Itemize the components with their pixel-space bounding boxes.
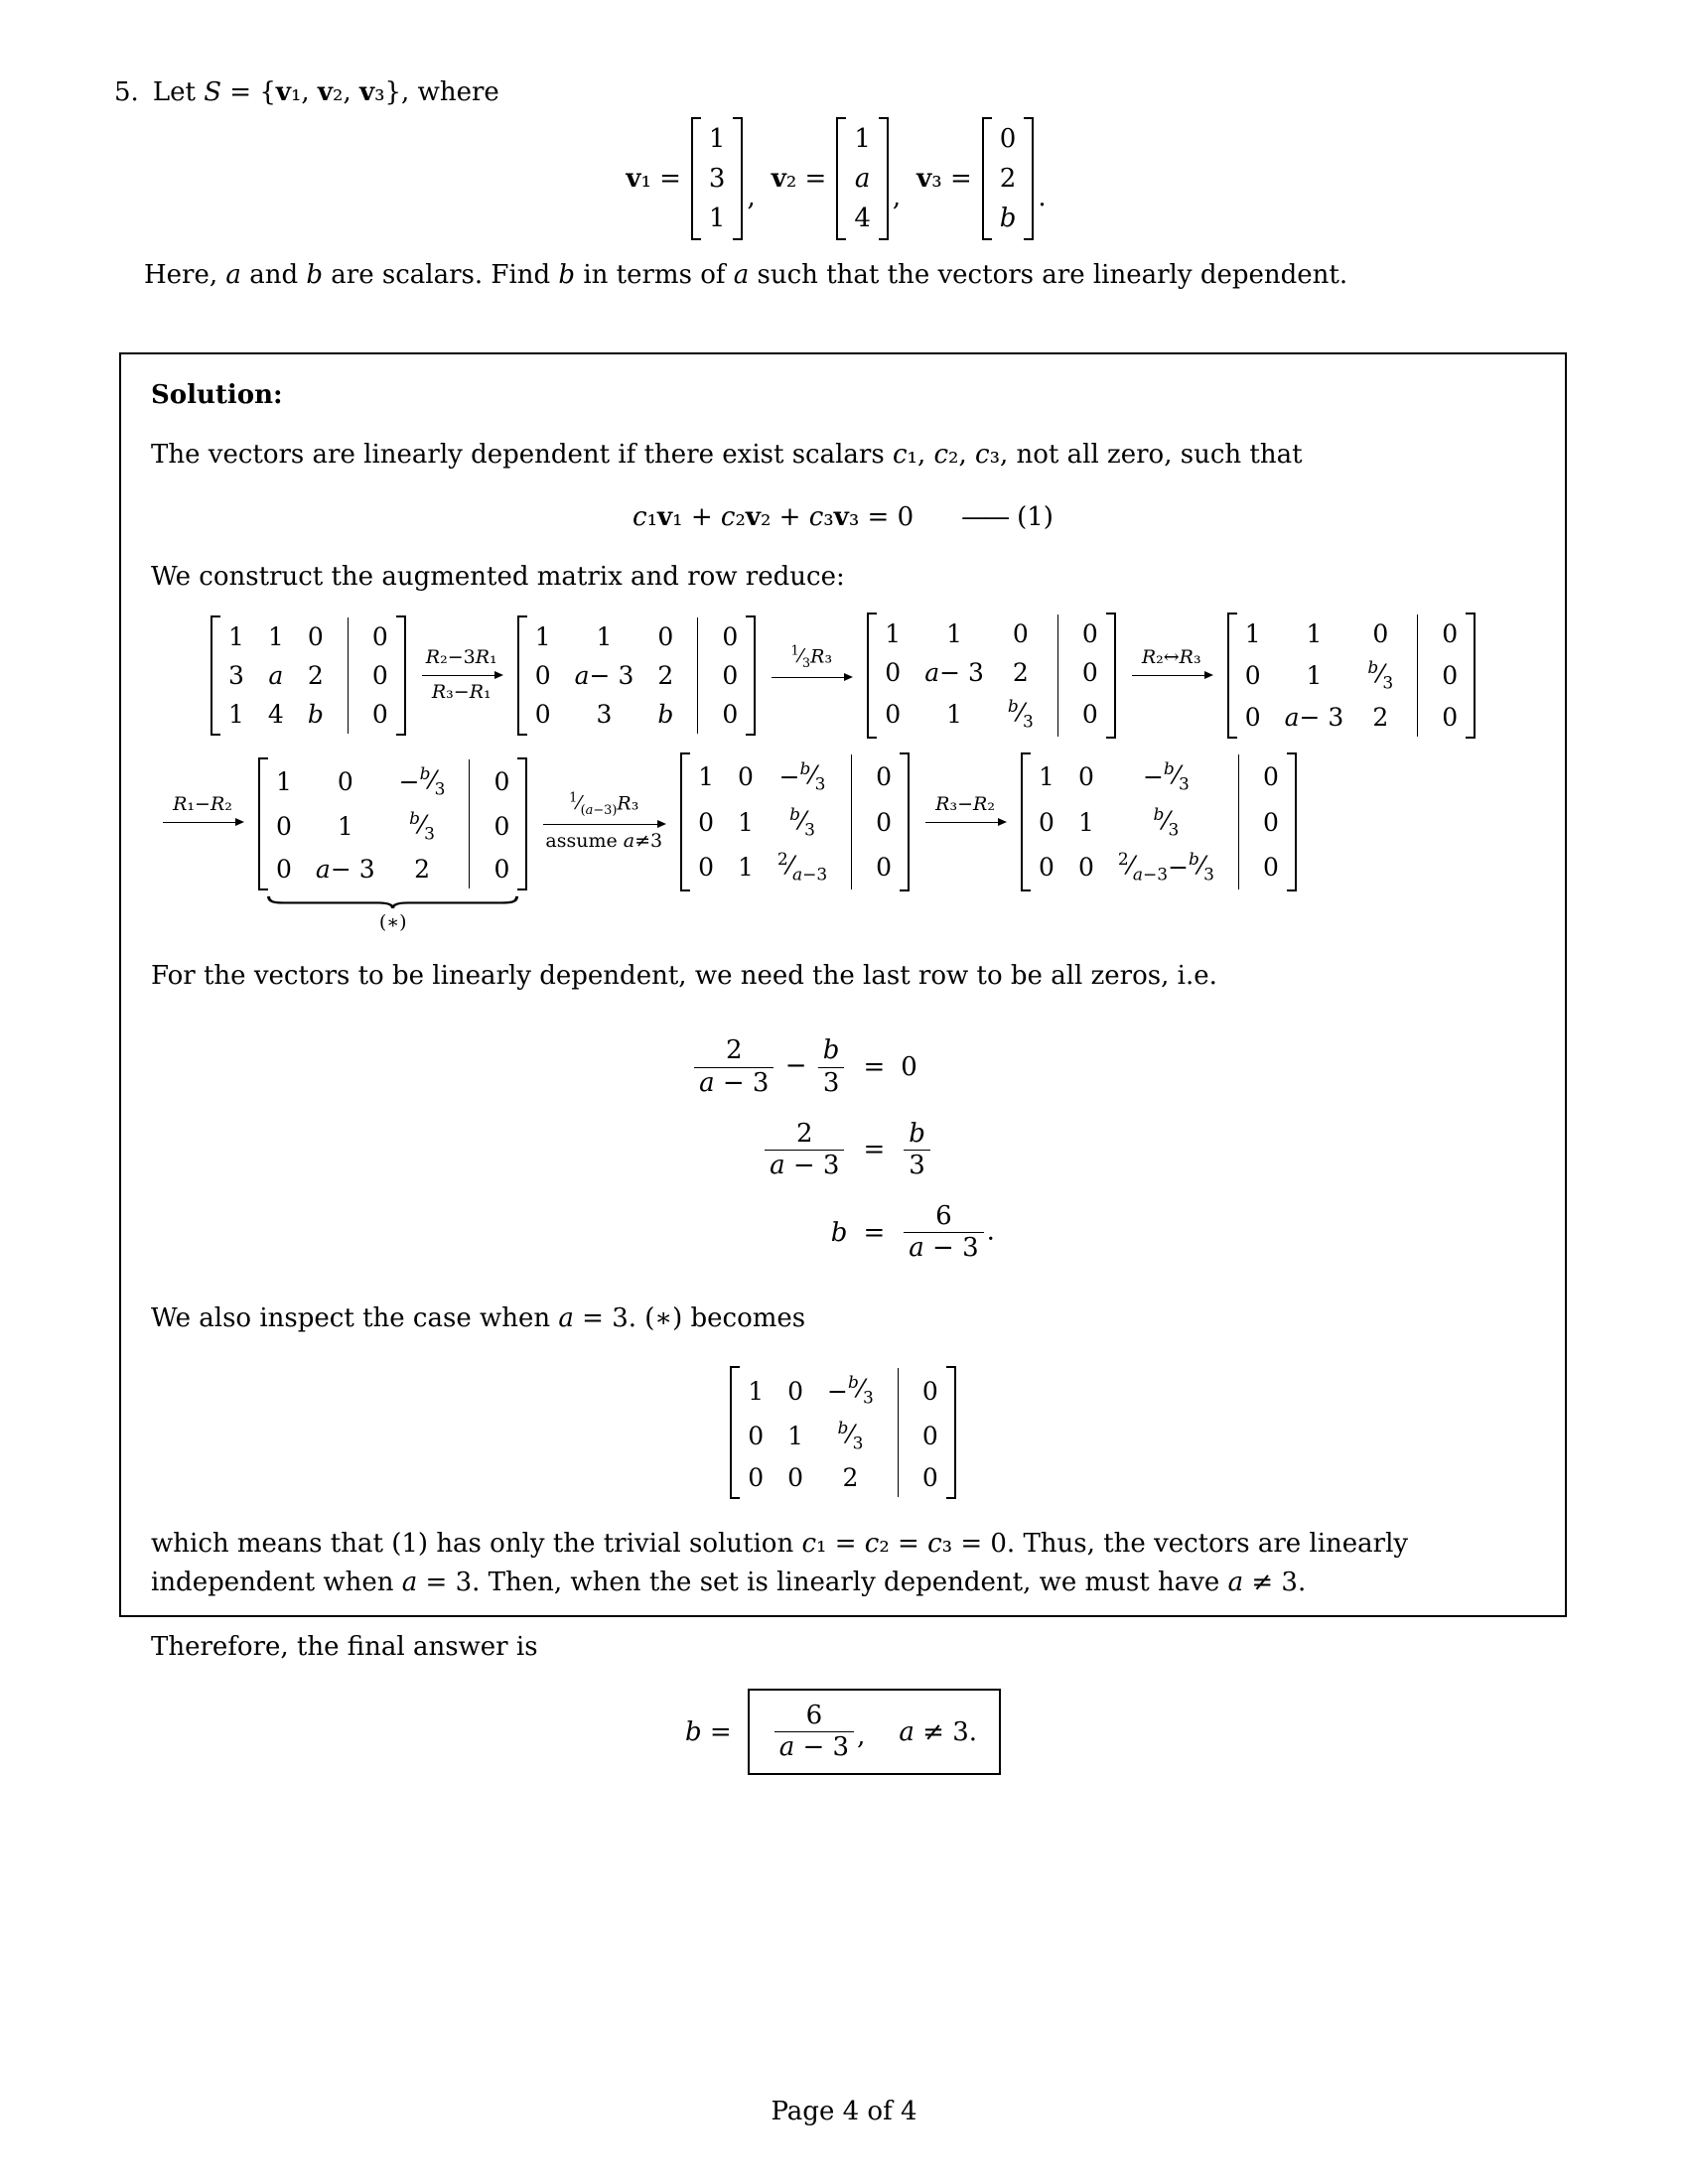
left-bracket bbox=[836, 117, 846, 240]
vector-separator: , bbox=[747, 183, 756, 212]
left-bracket bbox=[691, 117, 701, 240]
matrix-grid bbox=[877, 613, 1105, 739]
matrix-cell: 0 bbox=[469, 850, 509, 888]
vectors-line bbox=[114, 117, 1574, 240]
inline-fraction: $^b⁄_3$ bbox=[1367, 658, 1394, 694]
left-bracket bbox=[730, 1366, 740, 1499]
vector-definition bbox=[626, 117, 743, 240]
augmented-matrix bbox=[258, 757, 527, 890]
final-lhs: b = bbox=[685, 1716, 732, 1747]
matrix-cell: 0 bbox=[1417, 698, 1458, 737]
matrix-cell bbox=[399, 804, 446, 849]
arrow-line bbox=[925, 822, 1005, 823]
solution-paragraph-1: The vectors are linearly dependent if there exist scalars c₁, c₂, c₃, not all zero, such that bbox=[151, 440, 1303, 470]
underbrace-star-label: (∗) bbox=[378, 910, 407, 933]
arrow-line bbox=[422, 675, 501, 676]
row-op-top-label: $^1⁄_3R_3$ bbox=[790, 644, 833, 672]
stacked-fraction bbox=[815, 1035, 848, 1098]
inline-fraction: $^b⁄_3$ bbox=[799, 759, 826, 795]
matrix-cell: 0 bbox=[276, 812, 292, 842]
equals-sign: = bbox=[863, 1135, 886, 1165]
matrix-with-underbrace bbox=[258, 757, 527, 933]
matrix-grid bbox=[846, 117, 879, 240]
matrix-case-a-equals-3 bbox=[151, 1366, 1535, 1499]
matrix-cell: 0 bbox=[1244, 703, 1261, 733]
left-bracket bbox=[258, 757, 268, 890]
inline-fraction: $^b⁄_3$ bbox=[1163, 759, 1190, 795]
fraction-numerator: 6 bbox=[805, 1701, 823, 1731]
row-op-bottom-label: R₃−R₁ bbox=[431, 681, 492, 704]
equation-rhs bbox=[893, 1109, 1003, 1191]
matrix-cell: 0 bbox=[1012, 619, 1029, 648]
augmented-matrix bbox=[517, 615, 757, 736]
matrix-cell: 2 bbox=[842, 1463, 859, 1493]
fraction-numerator: b bbox=[822, 1035, 840, 1066]
matrix-cell: 0 bbox=[1077, 853, 1094, 883]
matrix-cell: 0 bbox=[1039, 853, 1055, 883]
matrix-cell bbox=[777, 845, 827, 889]
equals-sign: = bbox=[863, 1217, 886, 1248]
inline-fraction: $^b⁄_3$ bbox=[419, 763, 446, 800]
matrix-cell: b bbox=[657, 700, 674, 730]
right-bracket bbox=[946, 1366, 956, 1499]
matrix-cell: 3 bbox=[228, 661, 244, 691]
equation-row bbox=[683, 1109, 1003, 1191]
row-op-top-label: R₂↔R₃ bbox=[1141, 646, 1201, 669]
right-bracket bbox=[396, 615, 406, 736]
problem-number: 5. bbox=[114, 77, 139, 107]
matrix-cell: 0 bbox=[851, 845, 892, 889]
aligned-equations bbox=[683, 1025, 1003, 1274]
matrix-cell: 1 bbox=[708, 204, 726, 233]
matrix-cell: 1 bbox=[1306, 619, 1323, 648]
matrix-cell: a − 3 bbox=[574, 661, 634, 691]
right-bracket bbox=[733, 117, 743, 240]
problem-intro-line bbox=[114, 77, 1574, 107]
matrix-cell: − $^b⁄_3$ bbox=[778, 759, 826, 795]
inline-fraction: $^b⁄_3$ bbox=[847, 1373, 874, 1409]
matrix-cell: 1 bbox=[276, 767, 292, 797]
matrix-cell: 0 bbox=[1077, 762, 1094, 792]
inline-fraction: $^1⁄_3$ bbox=[790, 644, 811, 672]
matrix-cell: 1 bbox=[1244, 619, 1261, 648]
matrix-cell: 0 bbox=[534, 661, 551, 691]
inline-fraction: $^2⁄_{a-3}$ bbox=[1117, 849, 1169, 886]
matrix-grid bbox=[701, 117, 734, 240]
row-operation-arrow bbox=[163, 793, 242, 852]
matrix-cell: $^2⁄_{a-3}$ − $^b⁄_3$ bbox=[1117, 849, 1214, 886]
matrix-cell: 1 bbox=[228, 622, 244, 652]
answer-box bbox=[748, 1689, 1001, 1775]
augmented-matrix bbox=[1021, 752, 1297, 891]
matrix-grid bbox=[740, 1366, 946, 1499]
vector-definition bbox=[916, 117, 1034, 240]
matrix-cell: 0 bbox=[748, 1463, 765, 1493]
arrow-line bbox=[772, 677, 851, 678]
right-bracket bbox=[1106, 613, 1116, 739]
fraction-denominator: 3 bbox=[909, 1150, 925, 1180]
matrix-cell: 0 bbox=[999, 124, 1017, 154]
fraction-numerator: 2 bbox=[726, 1035, 743, 1066]
matrix-cell: 0 bbox=[1238, 800, 1279, 845]
page-footer: Page 4 of 4 bbox=[771, 2097, 917, 2126]
matrix-cell: 0 bbox=[697, 695, 738, 734]
problem-question: Here, a and b are scalars. Find b in terms of a such that the vectors are linearly dependent. bbox=[144, 260, 1348, 290]
row-op-top-label: $^1⁄_{(a-3)}R_3$ bbox=[569, 790, 639, 818]
matrix-cell: 0 bbox=[1372, 619, 1389, 648]
row-reduction-line bbox=[155, 752, 1535, 933]
inline-fraction: $^b⁄_3$ bbox=[1153, 804, 1180, 840]
matrix-cell: 0 bbox=[1244, 661, 1261, 691]
matrix-cell bbox=[1118, 800, 1214, 845]
matrix-cell: 2 bbox=[999, 164, 1017, 194]
row-operation-arrow bbox=[1132, 646, 1211, 705]
matrix-cell: 1 bbox=[946, 619, 962, 648]
matrix-cell: a − 3 bbox=[1284, 703, 1344, 733]
augmented-matrix bbox=[680, 752, 910, 891]
inline-fraction: $^b⁄_3$ bbox=[837, 1418, 864, 1454]
vector-name: v₂ = bbox=[771, 164, 827, 194]
arrow-line bbox=[543, 824, 664, 825]
matrix-cell: 0 bbox=[534, 700, 551, 730]
augmented-matrix bbox=[867, 613, 1115, 739]
matrix-cell: 0 bbox=[698, 853, 715, 883]
matrix-cell: 1 bbox=[698, 762, 715, 792]
matrix-cell: 0 bbox=[1039, 807, 1055, 837]
equation-row bbox=[683, 1191, 1003, 1274]
underbrace-icon bbox=[266, 895, 519, 908]
equation-1-dash: —— bbox=[961, 502, 1008, 532]
vector-definition bbox=[772, 117, 889, 240]
fraction-denominator: 3 bbox=[822, 1067, 840, 1098]
solution-paragraph-5: which means that (1) has only the trivial solution c₁ = c₂ = c₃ = 0. Thus, the vectors are linearly independent when a = 3. Then, when the set is linearly dependent, we must have a ≠ 3. bbox=[151, 1529, 1409, 1598]
fraction-denominator: a − 3 bbox=[909, 1233, 979, 1264]
right-bracket bbox=[879, 117, 889, 240]
arrow-line bbox=[1132, 675, 1211, 676]
matrix-cell bbox=[777, 800, 827, 845]
matrix-cell: 2 bbox=[1012, 658, 1029, 687]
matrix-cell: 0 bbox=[1417, 653, 1458, 698]
equation-lhs: b bbox=[830, 1217, 848, 1248]
matrix-grid bbox=[527, 615, 747, 736]
matrix-cell: 0 bbox=[787, 1376, 804, 1406]
row-operation-arrow bbox=[772, 644, 851, 707]
equation-lhs bbox=[683, 1109, 855, 1191]
right-bracket bbox=[1024, 117, 1034, 240]
inline-fraction: $^b⁄_3$ bbox=[789, 804, 815, 840]
stacked-fraction bbox=[901, 1201, 986, 1264]
matrix-cell: 0 bbox=[698, 807, 715, 837]
left-bracket bbox=[211, 615, 220, 736]
matrix-cell: 1 bbox=[267, 622, 284, 652]
matrix-cell: 0 bbox=[348, 695, 388, 734]
matrix-cell: 0 bbox=[898, 1414, 938, 1458]
matrix-cell: b bbox=[307, 700, 324, 730]
matrix-grid bbox=[268, 757, 517, 890]
vector-name: v₃ = bbox=[916, 164, 972, 194]
matrix-cell: 3 bbox=[596, 700, 613, 730]
matrix-cell bbox=[1008, 692, 1034, 737]
vector-separator: , bbox=[892, 183, 902, 212]
matrix-cell: 1 bbox=[228, 700, 244, 730]
solution-paragraph-2: We construct the augmented matrix and row reduce: bbox=[151, 562, 845, 592]
right-bracket bbox=[1287, 752, 1297, 891]
matrix-cell: 0 bbox=[657, 622, 674, 652]
stacked-fraction bbox=[691, 1035, 776, 1098]
matrix-cell: 0 bbox=[1057, 653, 1098, 692]
inline-fraction: $^2⁄_{a-3}$ bbox=[776, 849, 828, 886]
matrix-cell: 1 bbox=[1039, 762, 1055, 792]
column-vector-matrix bbox=[982, 117, 1035, 240]
matrix-cell: 4 bbox=[267, 700, 284, 730]
matrix-cell: 4 bbox=[854, 204, 871, 233]
matrix-cell: a − 3 bbox=[315, 854, 375, 884]
row-operation-arrow bbox=[422, 646, 501, 705]
matrix-cell: 1 bbox=[1306, 661, 1323, 691]
matrix-cell: 1 bbox=[708, 124, 726, 154]
row-op-top-label: R₃−R₂ bbox=[935, 793, 995, 816]
vector-name: v₁ = bbox=[626, 164, 681, 194]
fraction-denominator: a − 3 bbox=[770, 1150, 840, 1180]
equation-1-body: c₁v₁ + c₂v₂ + c₃v₃ = 0 bbox=[633, 502, 914, 532]
matrix-grid bbox=[1237, 613, 1466, 739]
matrix-cell: 0 bbox=[851, 800, 892, 845]
problem-statement bbox=[114, 77, 1574, 290]
final-answer bbox=[151, 1689, 1535, 1775]
equation-lhs: $\frac{2}{a - 3}$ − $\frac{b}{3}$ bbox=[683, 1025, 855, 1108]
left-bracket bbox=[680, 752, 690, 891]
matrix-cell: 0 bbox=[1417, 614, 1458, 653]
row-reduction-display bbox=[151, 613, 1535, 933]
matrix-cell: 0 bbox=[898, 1458, 938, 1497]
matrix-cell: 0 bbox=[748, 1421, 765, 1450]
matrix-cell: 2 bbox=[307, 661, 324, 691]
matrix-cell: 3 bbox=[708, 164, 726, 194]
matrix-cell: 0 bbox=[337, 767, 353, 797]
matrix-grid bbox=[220, 615, 396, 736]
matrix-cell: 0 bbox=[697, 617, 738, 656]
matrix-grid bbox=[1031, 752, 1287, 891]
matrix-cell bbox=[1367, 653, 1393, 698]
stacked-fraction bbox=[901, 1119, 933, 1181]
matrix-cell: 1 bbox=[946, 700, 962, 730]
matrix-cell: 1 bbox=[534, 622, 551, 652]
matrix-cell bbox=[827, 1414, 874, 1458]
right-bracket bbox=[517, 757, 527, 890]
matrix-cell: 1 bbox=[854, 124, 871, 154]
matrix-cell: 0 bbox=[469, 759, 509, 804]
matrix-cell: 0 bbox=[697, 656, 738, 695]
arrow-line bbox=[163, 822, 242, 823]
stacked-fraction bbox=[772, 1701, 857, 1763]
matrix-cell: a bbox=[268, 661, 284, 691]
left-bracket bbox=[982, 117, 992, 240]
augmented-matrix bbox=[730, 1366, 956, 1499]
matrix-cell: − $^b⁄_3$ bbox=[827, 1373, 874, 1409]
equation-rhs: 0 bbox=[901, 1052, 917, 1082]
inline-fraction: $^b⁄_3$ bbox=[1189, 849, 1214, 886]
augmented-matrix bbox=[211, 615, 406, 736]
matrix-cell: 0 bbox=[787, 1463, 804, 1493]
problem-intro: Let S = {v₁, v₂, v₃}, where bbox=[152, 77, 499, 107]
matrix-cell: b bbox=[999, 204, 1017, 233]
solution-paragraph-4: We also inspect the case when a = 3. (∗) becomes bbox=[151, 1303, 806, 1334]
column-vector-matrix bbox=[836, 117, 889, 240]
solution-paragraph-6: Therefore, the final answer is bbox=[151, 1632, 538, 1663]
row-reduction-line bbox=[211, 613, 1535, 739]
matrix-cell: 2 bbox=[414, 854, 430, 884]
matrix-cell: 1 bbox=[738, 807, 754, 837]
left-bracket bbox=[1021, 752, 1031, 891]
matrix-grid bbox=[690, 752, 900, 891]
matrix-cell: 0 bbox=[885, 658, 902, 687]
row-op-top-label: R₁−R₂ bbox=[173, 793, 232, 816]
matrix-cell: 0 bbox=[898, 1368, 938, 1413]
vector-separator: . bbox=[1038, 183, 1047, 212]
matrix-cell: 0 bbox=[1057, 614, 1098, 653]
equation-1 bbox=[151, 502, 1535, 532]
answer-comma: , bbox=[857, 1721, 866, 1752]
matrix-cell: 1 bbox=[596, 622, 613, 652]
matrix-cell: 1 bbox=[748, 1376, 765, 1406]
left-bracket bbox=[867, 613, 877, 739]
fraction-numerator: 2 bbox=[795, 1118, 813, 1149]
matrix-cell: − $^b⁄_3$ bbox=[1142, 759, 1190, 795]
matrix-cell: 0 bbox=[1238, 845, 1279, 889]
matrix-cell: 0 bbox=[348, 617, 388, 656]
matrix-cell: 0 bbox=[276, 854, 292, 884]
fraction-denominator: a − 3 bbox=[778, 1732, 850, 1763]
solution-title: Solution: bbox=[151, 380, 283, 410]
right-bracket bbox=[1466, 613, 1476, 739]
matrix-cell: 1 bbox=[337, 812, 353, 842]
equation-1-tag: (1) bbox=[1017, 502, 1054, 532]
equation-row bbox=[683, 1025, 1003, 1108]
equals-sign: = bbox=[863, 1052, 886, 1082]
augmented-matrix bbox=[1227, 613, 1476, 739]
matrix-cell: 2 bbox=[1372, 703, 1389, 733]
matrix-cell: 1 bbox=[787, 1421, 804, 1450]
matrix-cell: 0 bbox=[348, 656, 388, 695]
answer-condition: a ≠ 3. bbox=[899, 1716, 977, 1747]
left-bracket bbox=[1227, 613, 1237, 739]
fraction-numerator: b bbox=[909, 1118, 925, 1149]
matrix-cell: 0 bbox=[469, 804, 509, 849]
matrix-cell: 2 bbox=[657, 661, 674, 691]
matrix-cell: a bbox=[854, 164, 871, 194]
inline-fraction: $^1⁄_{(a-3)}$ bbox=[569, 790, 618, 818]
matrix-cell: 1 bbox=[885, 619, 902, 648]
solution-box bbox=[119, 352, 1567, 1763]
row-operation-arrow bbox=[543, 791, 664, 854]
right-bracket bbox=[900, 752, 910, 891]
equation-rhs: $\frac{6}{a - 3}$ . bbox=[893, 1191, 1003, 1274]
matrix-cell: 0 bbox=[738, 762, 754, 792]
inline-fraction: $^b⁄_3$ bbox=[409, 809, 435, 845]
fraction-numerator: 6 bbox=[935, 1201, 952, 1232]
matrix-cell: a − 3 bbox=[924, 658, 984, 687]
matrix-grid bbox=[992, 117, 1025, 240]
matrix-cell: 1 bbox=[1077, 807, 1094, 837]
row-op-top-label: R₂−3R₁ bbox=[425, 646, 497, 669]
matrix-cell: 0 bbox=[851, 754, 892, 799]
matrix-cell: 1 bbox=[738, 853, 754, 883]
matrix-cell: 0 bbox=[1238, 754, 1279, 799]
matrix-cell: 0 bbox=[307, 622, 324, 652]
matrix-cell: 0 bbox=[1057, 692, 1098, 737]
fraction-denominator: a − 3 bbox=[699, 1067, 770, 1098]
matrix-cell: − $^b⁄_3$ bbox=[398, 763, 446, 800]
right-bracket bbox=[746, 615, 756, 736]
stacked-fraction bbox=[762, 1119, 847, 1181]
matrix-cell: 0 bbox=[885, 700, 902, 730]
left-bracket bbox=[517, 615, 527, 736]
solution-paragraph-3: For the vectors to be linearly dependent, we need the last row to be all zeros, i.e. bbox=[151, 961, 1217, 992]
row-operation-arrow bbox=[925, 793, 1005, 852]
inline-fraction: $^b⁄_3$ bbox=[1007, 697, 1034, 733]
row-op-bottom-label: assume a≠3 bbox=[545, 830, 663, 853]
column-vector-matrix bbox=[691, 117, 744, 240]
